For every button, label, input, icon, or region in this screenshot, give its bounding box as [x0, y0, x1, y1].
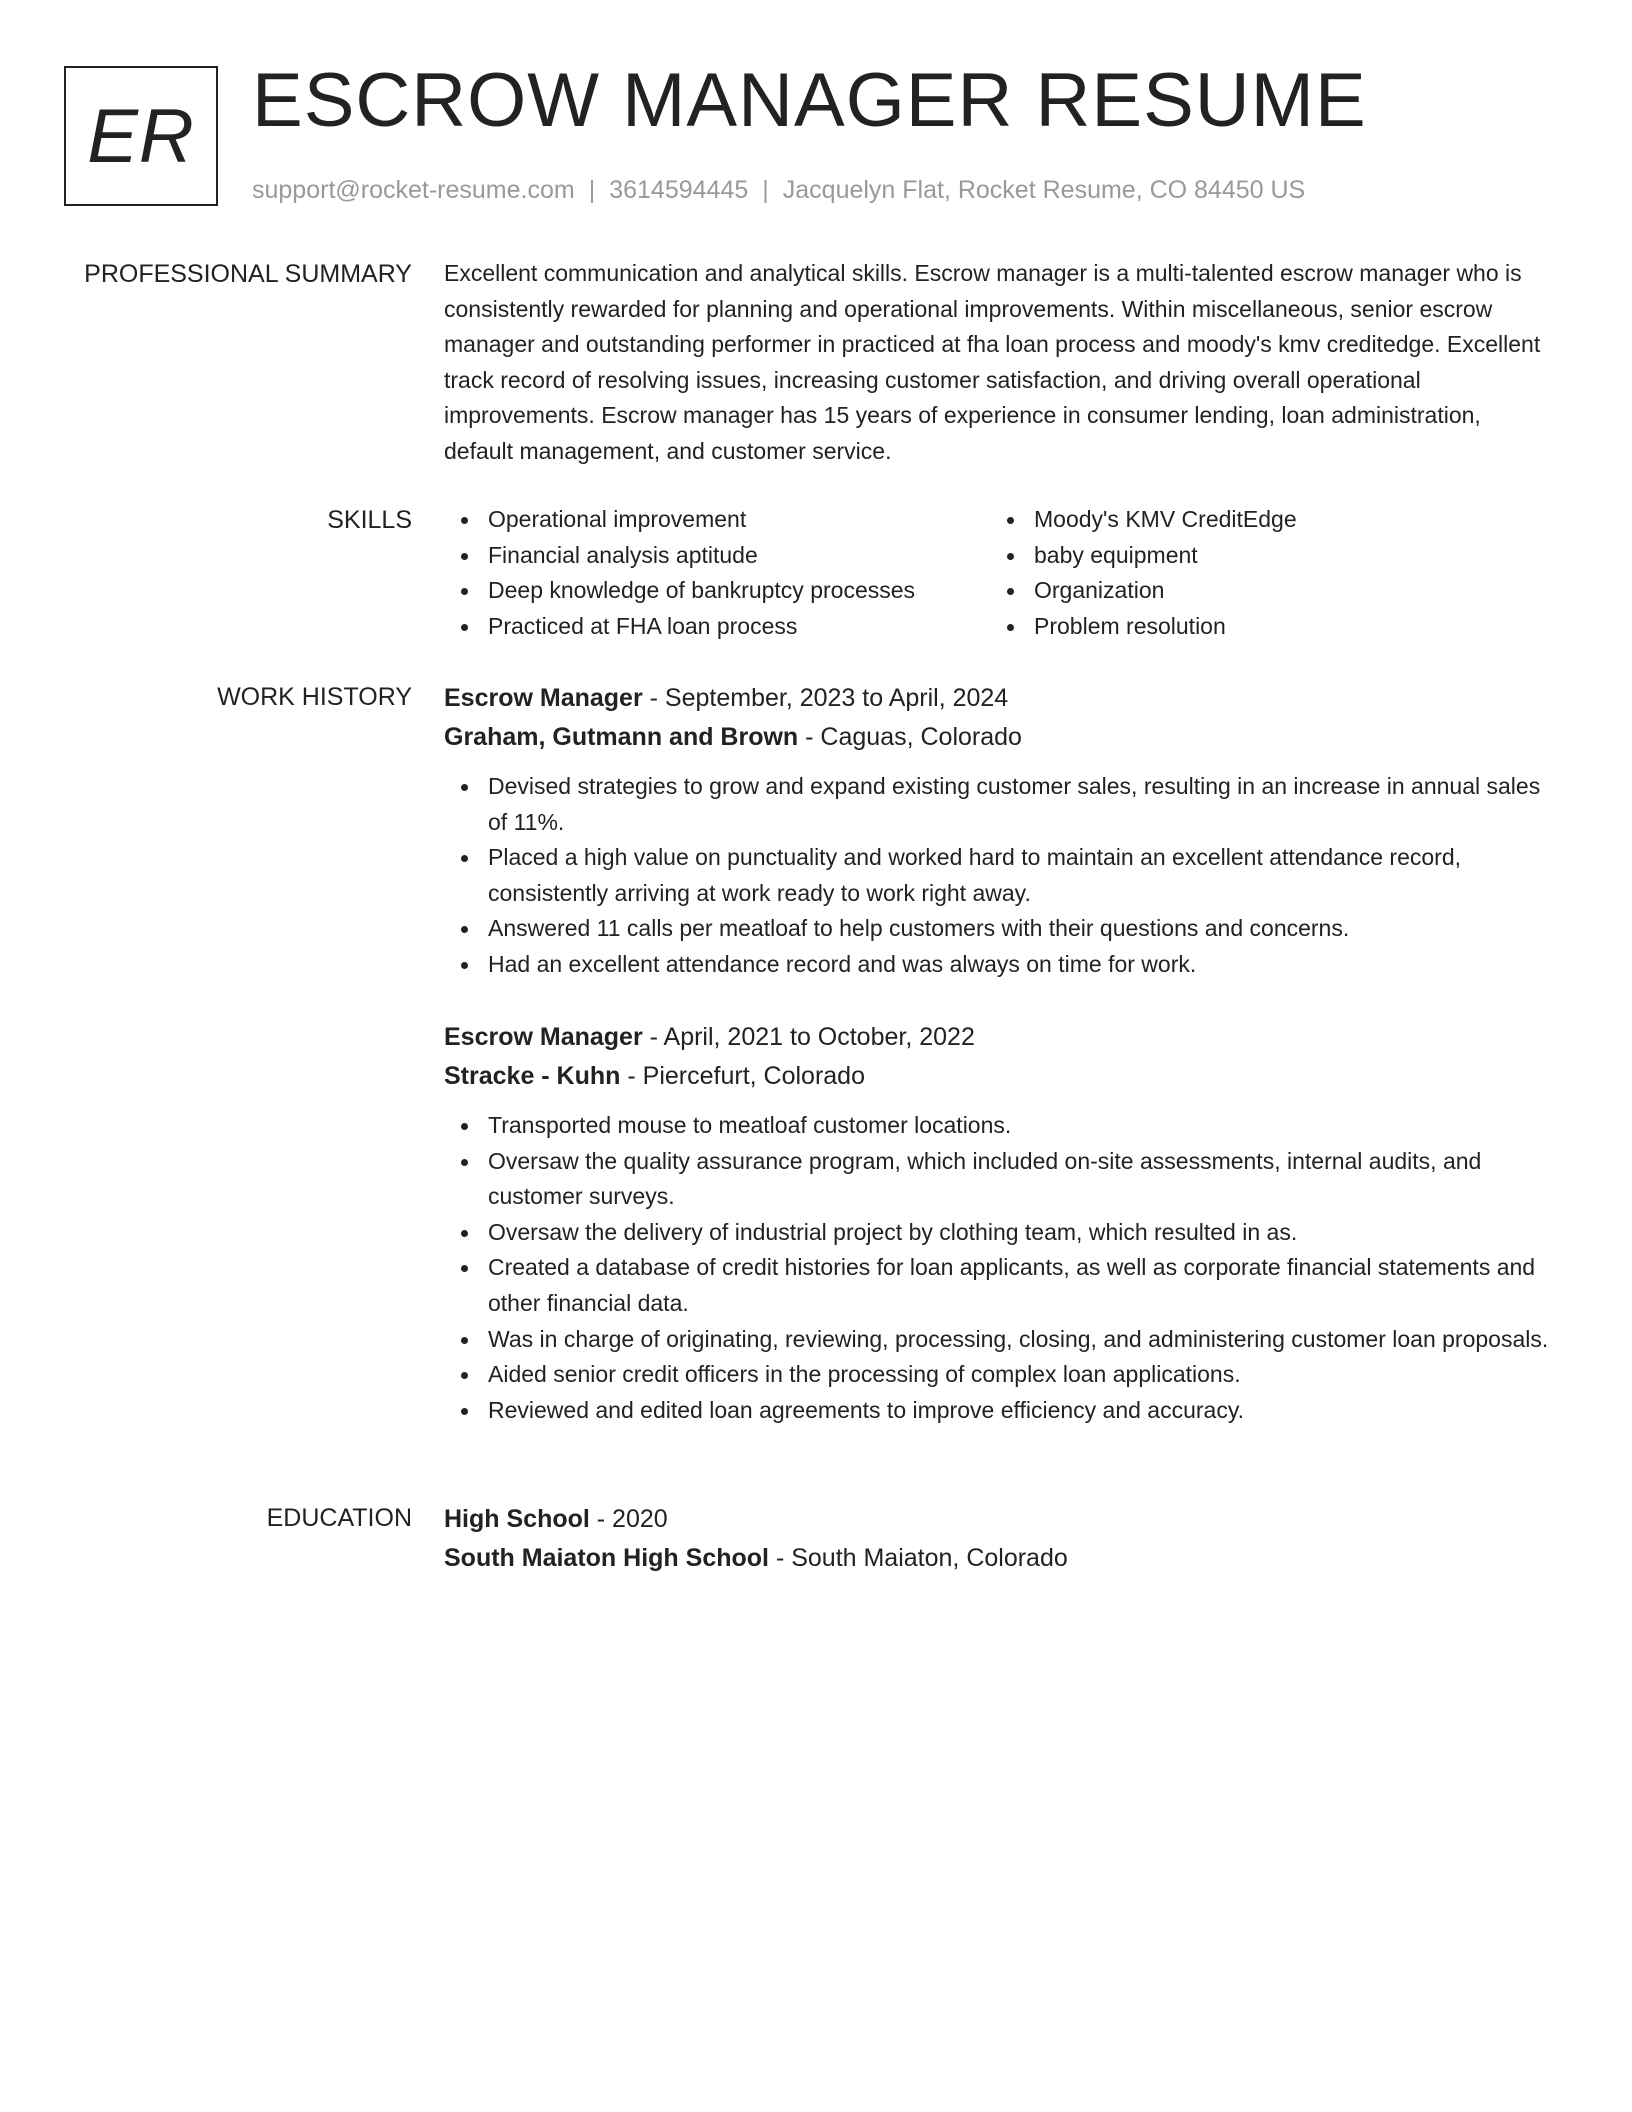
skill-item: Problem resolution: [990, 609, 1536, 645]
education-school: South Maiaton High School: [444, 1544, 769, 1572]
job-company: Graham, Gutmann and Brown: [444, 723, 799, 751]
job-bullets: [444, 769, 1556, 983]
education-degree: High School: [444, 1505, 590, 1533]
job-bullet: Answered 11 calls per meatloaf to help customers with their questions and concerns.: [444, 911, 1556, 947]
job-entry: [444, 679, 1556, 983]
contact-separator: |: [588, 176, 596, 204]
monogram-logo: ER: [64, 66, 218, 206]
section-label-skills: SKILLS: [327, 506, 412, 534]
education-body: [444, 1500, 1556, 1578]
job-title: Escrow Manager: [444, 684, 643, 712]
job-bullets: [444, 1108, 1556, 1428]
job-bullet: Oversaw the delivery of industrial project by clothing team, which resulted in as.: [444, 1215, 1556, 1251]
job-title-line: [444, 679, 1556, 718]
job-location: - Piercefurt, Colorado: [627, 1062, 865, 1090]
job-bullet: Devised strategies to grow and expand existing customer sales, resulting in an increase in annual sales of 11%.: [444, 769, 1556, 840]
skills-column-right: [990, 502, 1536, 644]
job-company-line: [444, 718, 1556, 757]
skill-item: Deep knowledge of bankruptcy processes: [444, 573, 990, 609]
education-year: - 2020: [596, 1505, 668, 1533]
skill-item: Organization: [990, 573, 1536, 609]
job-dates: - April, 2021 to October, 2022: [649, 1023, 975, 1051]
skills-column-left: [444, 502, 990, 644]
education-degree-line: [444, 1500, 1556, 1539]
job-bullet: Reviewed and edited loan agreements to improve efficiency and accuracy.: [444, 1393, 1556, 1429]
job-location: - Caguas, Colorado: [805, 723, 1022, 751]
work-body: [444, 679, 1556, 983]
contact-email: support@rocket-resume.com: [252, 176, 575, 204]
skill-item: baby equipment: [990, 538, 1536, 574]
skill-item: Financial analysis aptitude: [444, 538, 990, 574]
contact-line: [252, 172, 1305, 208]
section-label-work: WORK HISTORY: [217, 683, 412, 711]
section-label-summary: PROFESSIONAL SUMMARY: [84, 260, 412, 288]
job-company-line: [444, 1057, 1556, 1096]
page-title: ESCROW MANAGER RESUME: [252, 58, 1367, 143]
contact-phone: 3614594445: [609, 176, 749, 204]
education-location: - South Maiaton, Colorado: [775, 1544, 1068, 1572]
job-dates: - September, 2023 to April, 2024: [649, 684, 1009, 712]
work-body-2: [444, 1018, 1556, 1428]
job-bullet: Created a database of credit histories for loan applicants, as well as corporate financial statements and other financial data.: [444, 1250, 1556, 1321]
job-bullet: Transported mouse to meatloaf customer locations.: [444, 1108, 1556, 1144]
job-bullet: Was in charge of originating, reviewing, processing, closing, and administering customer loan proposals.: [444, 1322, 1556, 1358]
summary-body: [444, 256, 1556, 470]
job-bullet: Placed a high value on punctuality and worked hard to maintain an excellent attendance record, consistently arriving at work ready to work right away.: [444, 840, 1556, 911]
contact-separator: |: [762, 176, 769, 204]
skill-item: Practiced at FHA loan process: [444, 609, 990, 645]
job-bullet: Oversaw the quality assurance program, which included on-site assessments, internal audits, and customer surveys.: [444, 1144, 1556, 1215]
skills-body: [444, 502, 1556, 644]
job-title-line: [444, 1018, 1556, 1057]
education-school-line: [444, 1539, 1556, 1578]
skill-item: Operational improvement: [444, 502, 990, 538]
summary-text: Excellent communication and analytical skills. Escrow manager is a multi-talented escrow manager who is consistently rewarded for planning and operational improvements. Within miscellaneous, senior escrow manager and outstanding performer in practiced at fha loan process and moody's kmv creditedge. Excellent track record of resolving issues, increasing customer satisfaction, and driving overall operational improvements. Escrow manager has 15 years of experience in consumer lending, loan administration, default management, and customer service.: [444, 260, 1541, 464]
job-bullet: Had an excellent attendance record and was always on time for work.: [444, 947, 1556, 983]
section-label-education: EDUCATION: [266, 1504, 412, 1532]
contact-address: Jacquelyn Flat, Rocket Resume, CO 84450 US: [782, 176, 1306, 204]
job-title: Escrow Manager: [444, 1023, 643, 1051]
job-bullet: Aided senior credit officers in the processing of complex loan applications.: [444, 1357, 1556, 1393]
skill-item: Moody's KMV CreditEdge: [990, 502, 1536, 538]
job-entry: [444, 1018, 1556, 1428]
job-company: Stracke - Kuhn: [444, 1062, 621, 1090]
